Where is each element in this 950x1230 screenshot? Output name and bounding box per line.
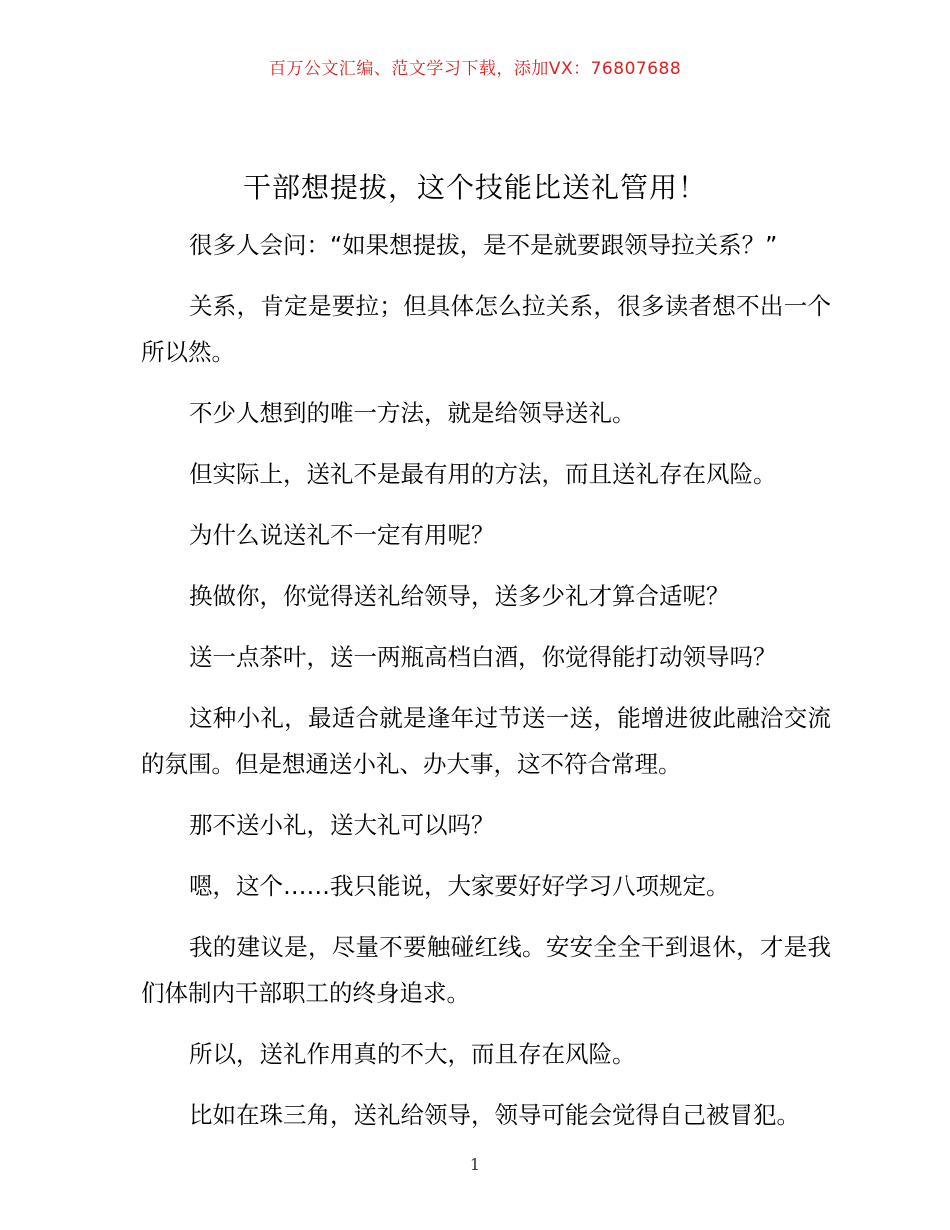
paragraph: 换做你，你觉得送礼给领导，送多少礼才算合适呢？ (189, 582, 730, 610)
paragraph: 送一点茶叶，送一两瓶高档白酒，你觉得能打动领导吗？ (189, 643, 777, 671)
document-body (141, 222, 831, 1153)
page-number: 1 (469, 1155, 481, 1174)
document-title: 干部想提拔，这个技能比送礼管用！ (242, 171, 707, 204)
paragraph: 但实际上，送礼不是最有用的方法，而且送礼存在风险。 (189, 460, 777, 488)
paragraph: 所以，送礼作用真的不大，而且存在风险。 (189, 1040, 636, 1068)
paragraph: 很多人会问：“如果想提拔，是不是就要跟领导拉关系？” (189, 231, 778, 259)
paragraph: 关系，肯定是要拉；但具体怎么拉关系，很多读者想不出一个所以然。 (141, 292, 831, 366)
paragraph: 那不送小礼，送大礼可以吗？ (189, 811, 495, 839)
paragraph: 为什么说送礼不一定有用呢？ (189, 521, 495, 549)
paragraph: 比如在珠三角，送礼给领导，领导可能会觉得自己被冒犯。 (189, 1101, 800, 1129)
paragraph: 嗯，这个……我只能说，大家要好好学习八项规定。 (189, 872, 730, 900)
header-banner: 百万公文汇编、范文学习下载，添加VX：76807688 (268, 59, 682, 79)
paragraph: 不少人想到的唯一方法，就是给领导送礼。 (189, 399, 636, 427)
paragraph: 我的建议是，尽量不要触碰红线。安安全全干到退休，才是我们体制内干部职工的终身追求。 (141, 933, 831, 1007)
paragraph: 这种小礼，最适合就是逢年过节送一送，能增进彼此融洽交流的氛围。但是想通送小礼、办大事，这不符合常理。 (141, 704, 831, 778)
